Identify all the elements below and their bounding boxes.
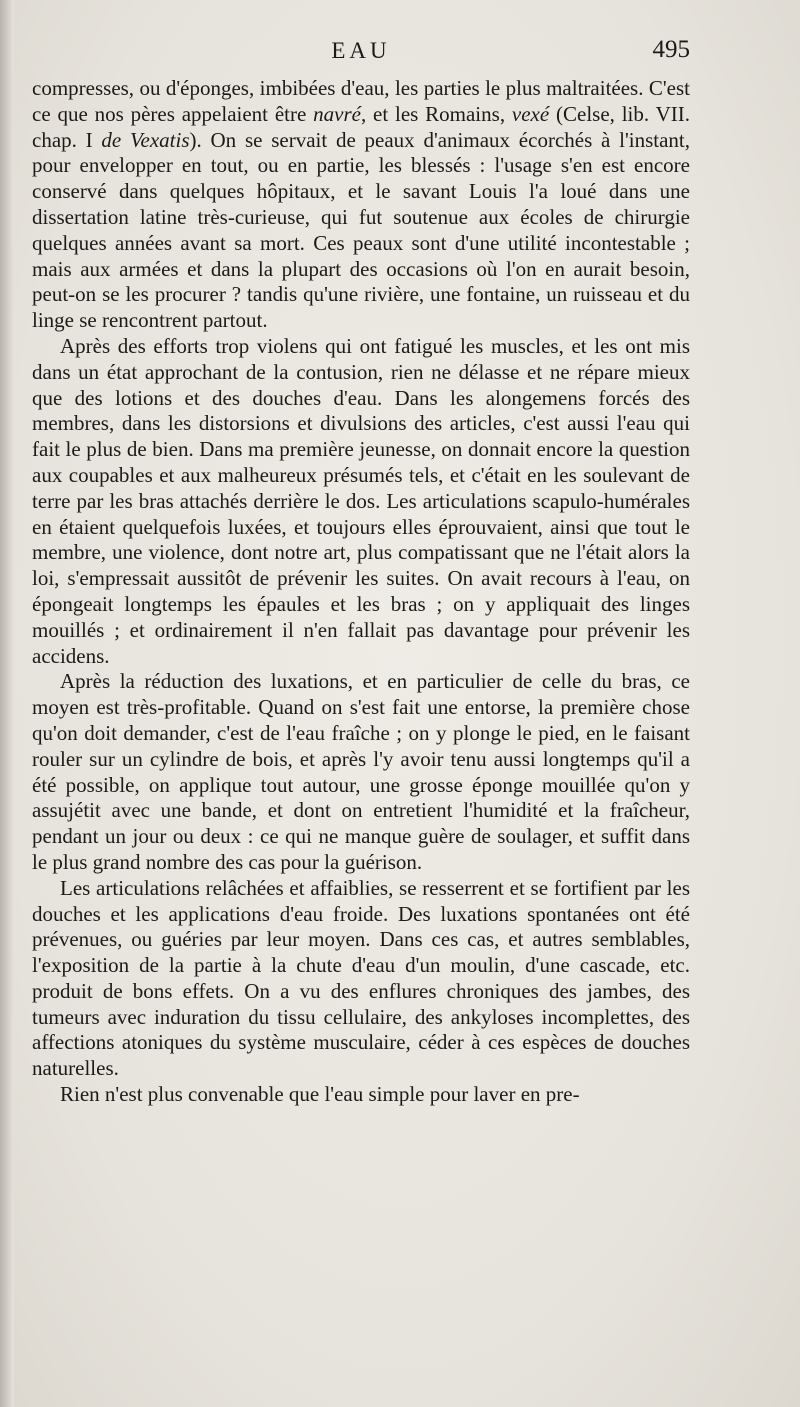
- italic-term: navré: [313, 101, 361, 126]
- text-segment: Après la réduction des luxations, et en particulier de celle du bras, ce moyen est très-profitable. Quand on s'est fait une entorse, la première chose qu'on doit demander, c'est de l'eau fraîche ; on y plonge le pied, en le faisant rouler sur un cylindre de bois, et après l'y avoir tenu aussi longtemps qu'il a été possible, on applique tout autour, une grosse éponge mouillée qu'on y assujétit avec une bande, et dont on entretient l'humidité et la fraîcheur, pendant un jour ou deux : ce qui ne manque guère de soulager, et suffit dans le plus grand nombre des cas pour la guérison.: [32, 669, 690, 874]
- paragraph-2: [32, 334, 690, 669]
- text-segment: Les articulations relâchées et affaiblies, se resserrent et se fortifient par les douches et les applications d'eau froide. Des luxations spontanées ont été prévenues, ou guéries par leur moyen. Dans ces cas, et autres semblables, l'exposition de la partie à la chute d'eau d'un moulin, d'une cascade, etc. produit de bons effets. On a vu des enflures chroniques des jambes, des tumeurs avec induration du tissu cellulaire, des ankyloses incomplettes, des affections atoniques du système musculaire, céder à ces espèces de douches naturelles.: [32, 875, 690, 1081]
- body-text: [32, 76, 690, 1108]
- italic-term: vexé: [511, 101, 550, 126]
- italic-term: de Vexatis: [101, 127, 190, 152]
- paragraph-1: [32, 76, 690, 334]
- text-segment: ). On se servait de peaux d'animaux écorchés à l'instant, pour envelopper en tout, ou en partie, les blessés : l'usage s'en est encore conservé dans quelques hôpitaux, et le savant Louis l'a loué dans une dissertation latine très-curieuse, qui fut soutenue aux écoles de chirurgie quelques années avant sa mort. Ces peaux sont d'une utilité incontestable ; mais aux armées et dans la plupart des occasions où l'on en aurait besoin, peut-on se les procurer ? tandis qu'une rivière, une fontaine, un ruisseau et du linge se rencontrent partout.: [32, 127, 690, 333]
- paragraph-5: [32, 1082, 690, 1108]
- running-title: EAU: [331, 38, 391, 63]
- text-segment: , et les Romains,: [360, 101, 512, 126]
- paragraph-3: [32, 669, 690, 875]
- page-number: 495: [652, 36, 690, 63]
- text-segment: Rien n'est plus convenable que l'eau simple pour laver en pre-: [60, 1082, 580, 1107]
- page-gutter-shadow: [0, 0, 14, 1407]
- text-segment: Après des efforts trop violens qui ont fatigué les muscles, et les ont mis dans un état approchant de la contusion, rien ne délasse et ne répare mieux que des lotions et des douches d'eau. Dans les alongemens forcés des membres, dans les distorsions et divulsions des articles, c'est aussi l'eau qui fait le plus de bien. Dans ma première jeunesse, on donnait encore la question aux coupables et aux malheureux présumés tels, et c'était en les soulevant de terre par les bras attachés derrière le dos. Les articulations scapulo-humérales en étaient quelquefois luxées, et toujours elles éprouvaient, ainsi que tout le membre, une violence, dont notre art, plus compatissant que ne l'était alors la loi, s'empressait aussitôt de prévenir les suites. On avait recours à l'eau, on épongeait longtemps les épaules et les bras ; on y appliquait des linges mouillés ; et ordinairement il n'en fallait pas davantage pour prévenir les accidens.: [32, 333, 690, 668]
- text-segment: (Celse, lib. VII. chap. I: [32, 101, 690, 152]
- paragraph-4: [32, 876, 690, 1082]
- page-header: [32, 34, 690, 74]
- text-segment: compresses, ou d'éponges, imbibées d'eau, les parties le plus maltraitées. C'est ce que nos pères appelaient être: [32, 76, 690, 126]
